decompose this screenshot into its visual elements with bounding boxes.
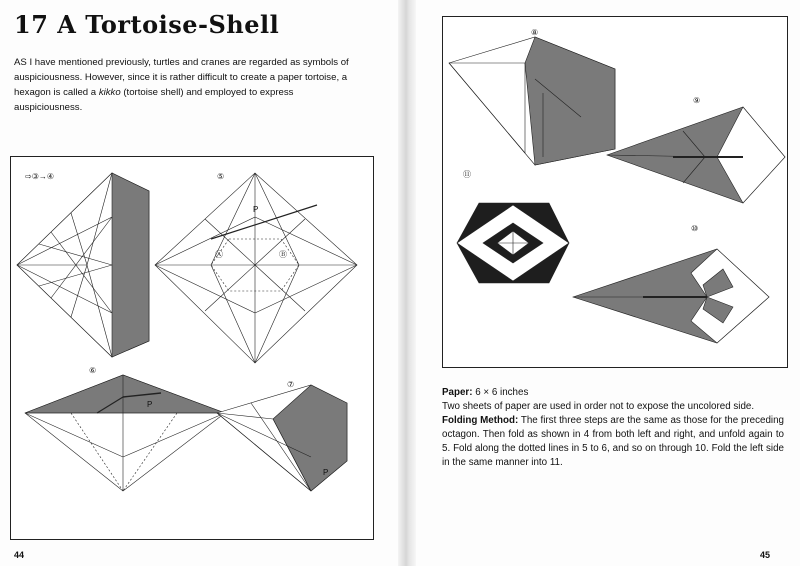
folding-instructions bbox=[442, 386, 784, 470]
diagram-steps-8-11 bbox=[443, 17, 787, 367]
step-11-label: ⑪ bbox=[463, 170, 471, 179]
step-11-diagram bbox=[457, 203, 569, 283]
intro-paragraph bbox=[14, 55, 364, 115]
step-8-diagram bbox=[449, 37, 615, 165]
intro-italic-term: kikko bbox=[98, 87, 121, 98]
paper-line bbox=[442, 386, 784, 400]
step-4-diagram bbox=[17, 173, 149, 357]
page-title: 17 A Tortoise-Shell bbox=[14, 10, 280, 39]
p-marker-7: P bbox=[323, 468, 329, 477]
method-text: The first three steps are the same as those for the preceding octagon. Then fold as shown in 4 from both left and right, and unfold again to 5. Fold along the dotted lines in 5 to 6, and so on through 10. Fold the left side in the same manner into 11. bbox=[442, 415, 784, 468]
step-9-diagram bbox=[607, 107, 785, 203]
step-10-diagram bbox=[573, 249, 769, 343]
page-number-right: 45 bbox=[760, 550, 771, 560]
step-4-label: ⇨③→④ bbox=[25, 172, 55, 181]
step-10-label: ⑩ bbox=[691, 224, 699, 233]
diagram-frame-right bbox=[442, 16, 788, 368]
method-paragraph bbox=[442, 414, 784, 470]
paper-note: Two sheets of paper are used in order not to expose the uncolored side. bbox=[442, 401, 755, 412]
a-marker: Ⓐ bbox=[215, 250, 223, 259]
step-7-label: ⑦ bbox=[287, 380, 295, 389]
p-marker-6: P bbox=[147, 400, 153, 409]
step-9-label: ⑨ bbox=[693, 96, 701, 105]
step-5-label: ⑤ bbox=[217, 172, 225, 181]
page-number-left: 44 bbox=[14, 550, 25, 560]
step-6-label: ⑥ bbox=[89, 366, 97, 375]
diagram-frame-left bbox=[10, 156, 374, 540]
paper-label: Paper: bbox=[442, 387, 473, 398]
intro-text-1: AS I have mentioned previously, turtles and cranes are regarded as symbols of auspiciousness. However, since it is rather difficult to create a paper tortoise, a hexagon is called a bbox=[14, 57, 349, 98]
method-label: Folding Method: bbox=[442, 415, 519, 426]
step-8-label: ⑧ bbox=[531, 28, 539, 37]
p-marker-5: P bbox=[253, 205, 259, 214]
step-5-diagram bbox=[155, 173, 357, 363]
b-marker: Ⓑ bbox=[279, 250, 287, 259]
step-6-diagram bbox=[25, 375, 225, 491]
intro-text-2: (tortoise shell) and employed to express auspiciousness. bbox=[14, 87, 294, 113]
diagram-steps-4-7 bbox=[11, 157, 373, 539]
book-gutter bbox=[398, 0, 416, 566]
paper-size: 6 × 6 inches bbox=[475, 387, 529, 398]
